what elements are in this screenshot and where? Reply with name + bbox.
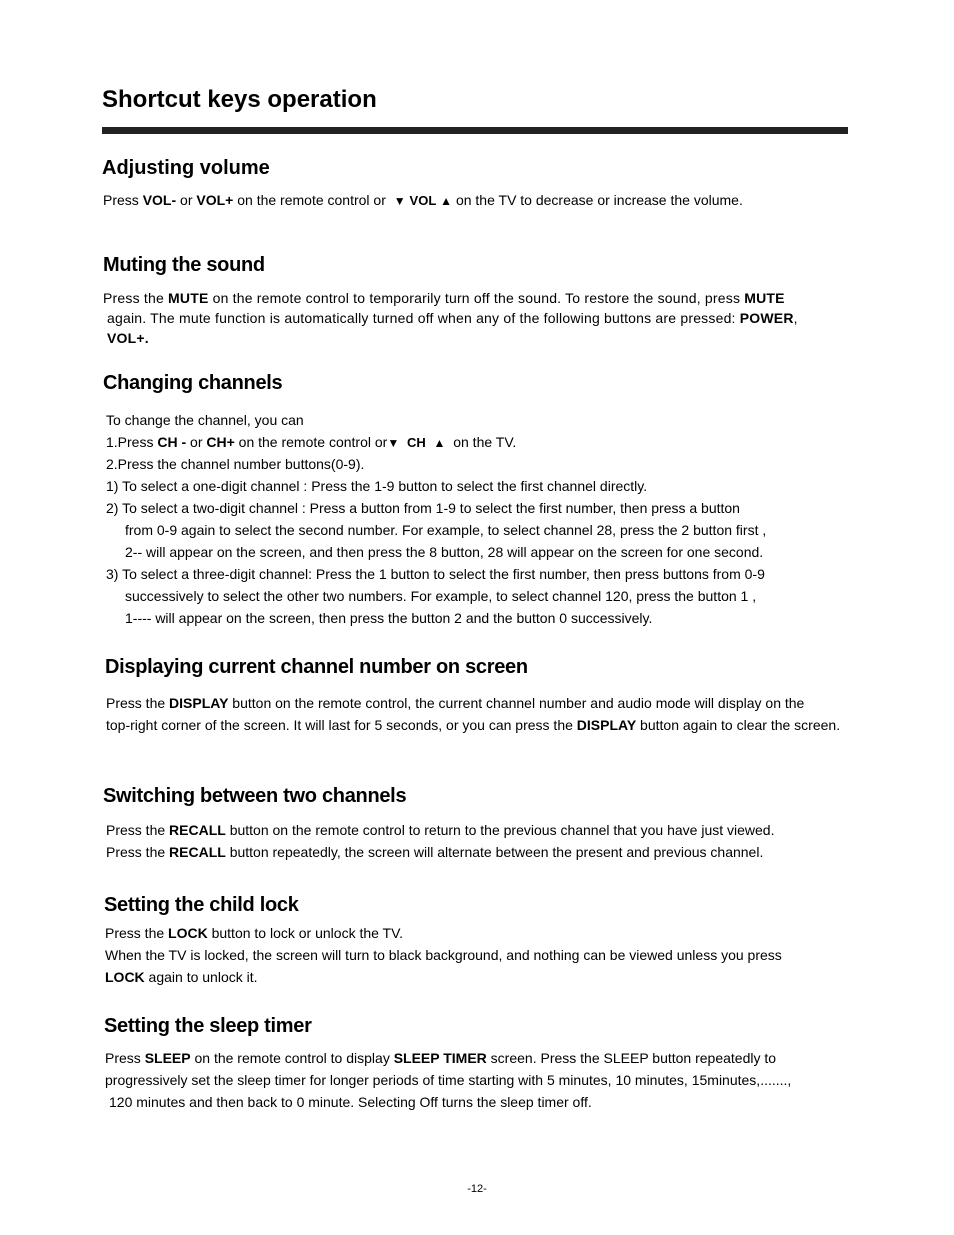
- page-title: Shortcut keys operation: [102, 86, 377, 113]
- mute-line-1: [103, 288, 785, 308]
- tv-vol-label: VOL: [409, 193, 437, 208]
- text: on the remote control or: [233, 192, 390, 208]
- mute-line-2: [107, 308, 798, 328]
- text: top-right corner of the screen. It will last for 5 seconds, or you can press the: [106, 717, 577, 733]
- text: again to unlock it.: [144, 969, 258, 985]
- text: screen. Press the SLEEP button repeatedly to: [486, 1050, 777, 1066]
- text: Press: [103, 192, 143, 208]
- sleep-line-1: [105, 1047, 776, 1069]
- text: button again to clear the screen.: [636, 717, 841, 733]
- key-vol-minus: VOL-: [142, 192, 177, 208]
- tv-ch-label: CH: [406, 435, 426, 450]
- lock-line-3: [105, 966, 258, 988]
- key-vol-plus: VOL+: [196, 192, 234, 208]
- channels-intro: To change the channel, you can: [106, 412, 304, 428]
- channels-line-9: 1---- will appear on the screen, then press the button 2 and the button 0 successively.: [125, 610, 653, 626]
- title-divider: [102, 127, 848, 134]
- text: on the TV.: [449, 434, 517, 450]
- key-mute: MUTE: [168, 290, 209, 306]
- key-lock: LOCK: [105, 969, 145, 985]
- lock-line-1: [105, 922, 403, 944]
- heading-adjusting-volume: Adjusting volume: [102, 157, 270, 179]
- text: or: [176, 192, 197, 208]
- heading-sleep-timer: Setting the sleep timer: [104, 1015, 312, 1037]
- text: ,: [793, 310, 798, 326]
- text: button on the remote control, the current channel number and audio mode will display on the: [228, 695, 805, 711]
- lock-line-2: When the TV is locked, the screen will turn to black background, and nothing can be viewed unless you press: [105, 947, 782, 963]
- key-display: DISPLAY: [576, 717, 637, 733]
- key-ch-minus: CH -: [157, 434, 187, 450]
- key-sleep: SLEEP: [144, 1050, 191, 1066]
- text: Press the: [103, 290, 169, 306]
- triangle-down-icon: ▼: [393, 194, 406, 208]
- heading-displaying-channel: Displaying current channel number on screen: [105, 656, 528, 678]
- channels-line-4: 2) To select a two-digit channel : Press a button from 1-9 to select the first number, then press a button: [106, 500, 740, 516]
- channels-line-1: [106, 431, 516, 454]
- sleep-line-3: 120 minutes and then back to 0 minute. Selecting Off turns the sleep timer off.: [109, 1094, 592, 1110]
- text: Press the: [106, 844, 170, 860]
- page-number: -12-: [467, 1183, 487, 1195]
- heading-switching-channels: Switching between two channels: [103, 785, 407, 807]
- text: on the remote control or: [234, 434, 388, 450]
- heading-child-lock: Setting the child lock: [104, 894, 299, 916]
- sleep-line-2: progressively set the sleep timer for longer periods of time starting with 5 minutes, 10 minutes, 15minutes,.......,: [105, 1072, 792, 1088]
- heading-changing-channels: Changing channels: [103, 372, 283, 394]
- channels-line-7: 3) To select a three-digit channel: Press the 1 button to select the first number, then press buttons from 0-9: [106, 566, 765, 582]
- key-power: POWER: [739, 310, 794, 326]
- key-ch-plus: CH+: [206, 434, 235, 450]
- channels-line-8: successively to select the other two numbers. For example, to select channel 120, press the button 1 ,: [125, 588, 757, 604]
- recall-line-1: [106, 819, 774, 841]
- key-sleep-timer: SLEEP TIMER: [393, 1050, 487, 1066]
- text: Press the: [105, 925, 169, 941]
- text: button on the remote control to return to the previous channel that you have just viewed.: [225, 822, 775, 838]
- triangle-down-icon: ▼: [387, 436, 400, 450]
- text: on the TV to decrease or increase the volume.: [452, 192, 743, 208]
- text: button repeatedly, the screen will alternate between the present and previous channel.: [225, 844, 764, 860]
- text: or: [186, 434, 207, 450]
- text: 1.Press: [106, 434, 158, 450]
- triangle-up-icon: ▲: [440, 194, 453, 208]
- key-recall: RECALL: [169, 844, 226, 860]
- triangle-up-icon: ▲: [433, 436, 446, 450]
- channels-line-5: from 0-9 again to select the second number. For example, to select channel 28, press the 2 button first ,: [125, 522, 767, 538]
- key-lock: LOCK: [168, 925, 208, 941]
- volume-line-1: [103, 189, 743, 212]
- text: Press the: [106, 822, 170, 838]
- key-vol-plus: VOL+.: [107, 330, 149, 346]
- key-recall: RECALL: [169, 822, 226, 838]
- text: Press the: [106, 695, 170, 711]
- text: on the remote control to temporarily turn off the sound. To restore the sound, press: [208, 290, 745, 306]
- text: again. The mute function is automatically turned off when any of the following buttons are pressed:: [107, 310, 740, 326]
- key-display: DISPLAY: [169, 695, 229, 711]
- heading-muting-sound: Muting the sound: [103, 254, 265, 276]
- channels-line-3: 1) To select a one-digit channel : Press the 1-9 button to select the first channel directly.: [106, 478, 648, 494]
- text: Press: [105, 1050, 145, 1066]
- display-line-2: [106, 714, 840, 736]
- display-line-1: [106, 692, 804, 714]
- text: on the remote control to display: [190, 1050, 394, 1066]
- channels-line-6: 2-- will appear on the screen, and then press the 8 button, 28 will appear on the screen for one second.: [125, 544, 764, 560]
- channels-line-2: 2.Press the channel number buttons(0-9).: [106, 456, 365, 472]
- text: button to lock or unlock the TV.: [207, 925, 404, 941]
- recall-line-2: [106, 841, 763, 863]
- key-mute: MUTE: [744, 290, 785, 306]
